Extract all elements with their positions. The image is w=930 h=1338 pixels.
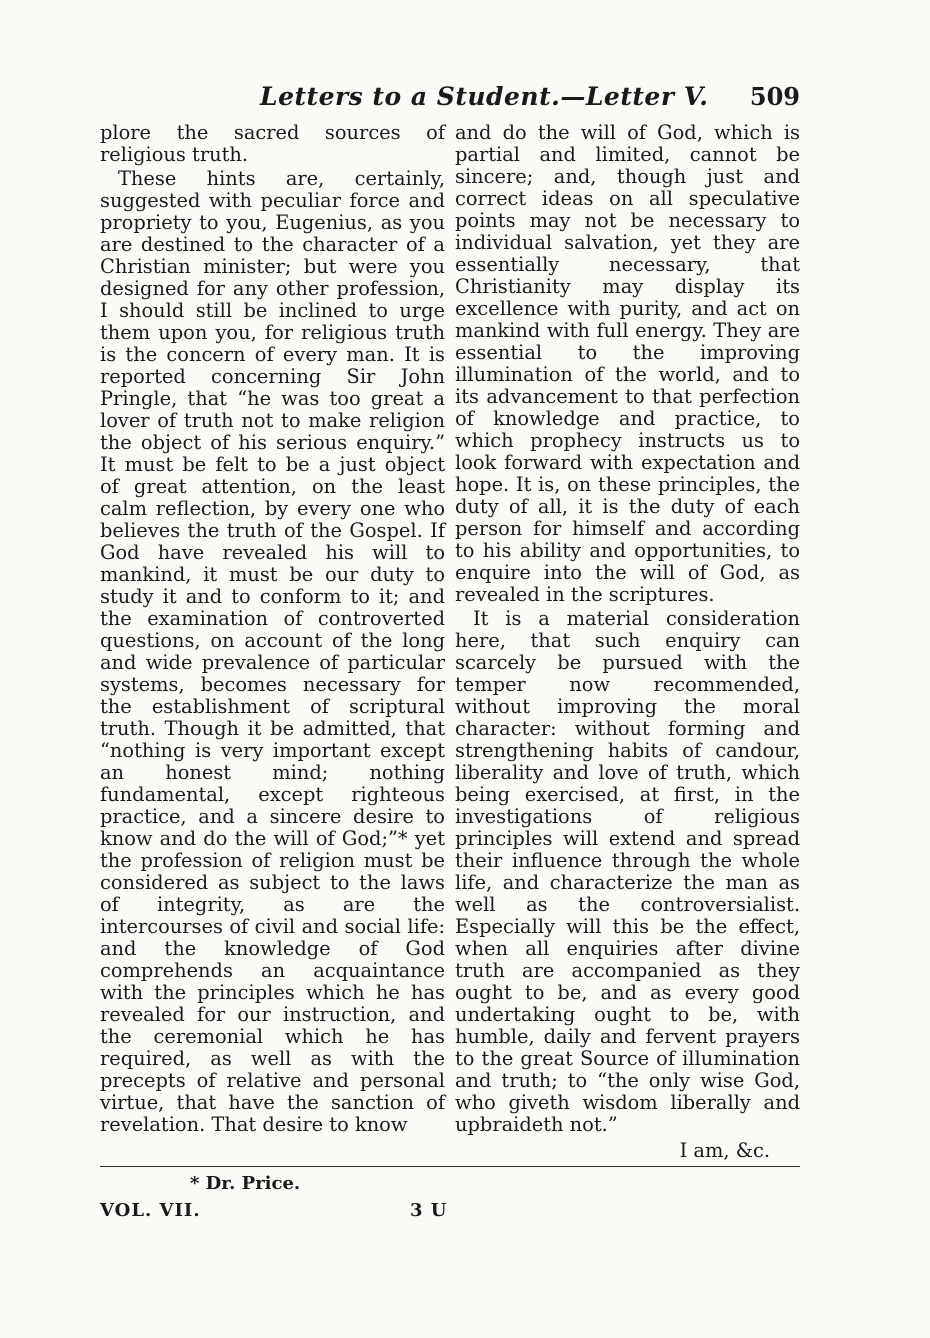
- signature-mark: 3 U: [410, 1200, 448, 1221]
- paragraph: It is a material consideration here, that such enquiry can scarcely be pursued with the temper now recommended, without improving the moral character: without forming and strengthening habits of candour, liberality and love of truth, which being exercised, at first, in the investigations of religious principles will extend and spread their influence through the whole life, and characterize the man as well as the controversialist. Especially will this be the effect, when all enquiries after divine truth are accompanied as they ought to be, and as every good undertaking ought to be, with humble, daily and fervent prayers to the great Source of illumination and truth; to “the only wise God, who giveth wisdom liberally and upbraideth not.”: [455, 607, 800, 1136]
- paragraph: plore the sacred sources of religious truth.: [100, 121, 445, 166]
- right-column: [455, 122, 800, 1162]
- page-footer: [100, 1200, 800, 1230]
- paragraph: These hints are, certainly, suggested with peculiar force and propriety to you, Eugenius, as you are destined to the character of a Christian minister; but were you designed for any other profession, I should still be inclined to urge them upon you, for religious truth is the concern of every man. It is reported concerning Sir John Pringle, that “he was too great a lover of truth not to make religion the object of his serious enquiry.” It must be felt to be a just object of great attention, on the least calm reflection, by every one who believes the truth of the Gospel. If God have revealed his will to mankind, it must be our duty to study it and to conform to it; and the examination of controverted questions, on account of the long and wide prevalence of particular systems, becomes necessary for the establishment of scriptural truth. Though it be admitted, that “nothing is very important except an honest mind; nothing fundamental, except righteous practice, and a sincere desire to know and do the will of God;”* yet the profession of religion must be considered as subject to the laws of integrity, as are the intercourses of civil and social life: and the knowledge of God comprehends an acquaintance with the principles which he has revealed for our instruction, and the ceremonial which he has required, as well as with the precepts of relative and personal virtue, that have the sanction of revelation. That desire to know: [100, 167, 445, 1136]
- page-number: 509: [749, 82, 800, 111]
- paragraph: and do the will of God, which is partial and limited, cannot be sincere; and, though just and correct ideas on all speculative points may not be necessary to individual salvation, yet they are essentially necessary, that Christianity may display its excellence with purity, and act on mankind with full energy. They are essential to the improving illumination of the world, and to its advancement to that perfection of knowledge and practice, to which prophecy instructs us to look forward with expectation and hope. It is, on these principles, the duty of all, it is the duty of each person for himself and according to his ability and opportunities, to enquire into the will of God, as revealed in the scriptures.: [455, 121, 800, 606]
- running-title: Letters to a Student.—Letter V.: [260, 82, 709, 111]
- closing-line: I am, &c.: [679, 1139, 770, 1162]
- page-header: [100, 82, 800, 122]
- footnote-rule: [100, 1166, 800, 1167]
- volume-label: VOL. VII.: [100, 1200, 201, 1221]
- left-column: [100, 122, 445, 1136]
- footnote: * Dr. Price.: [190, 1173, 301, 1194]
